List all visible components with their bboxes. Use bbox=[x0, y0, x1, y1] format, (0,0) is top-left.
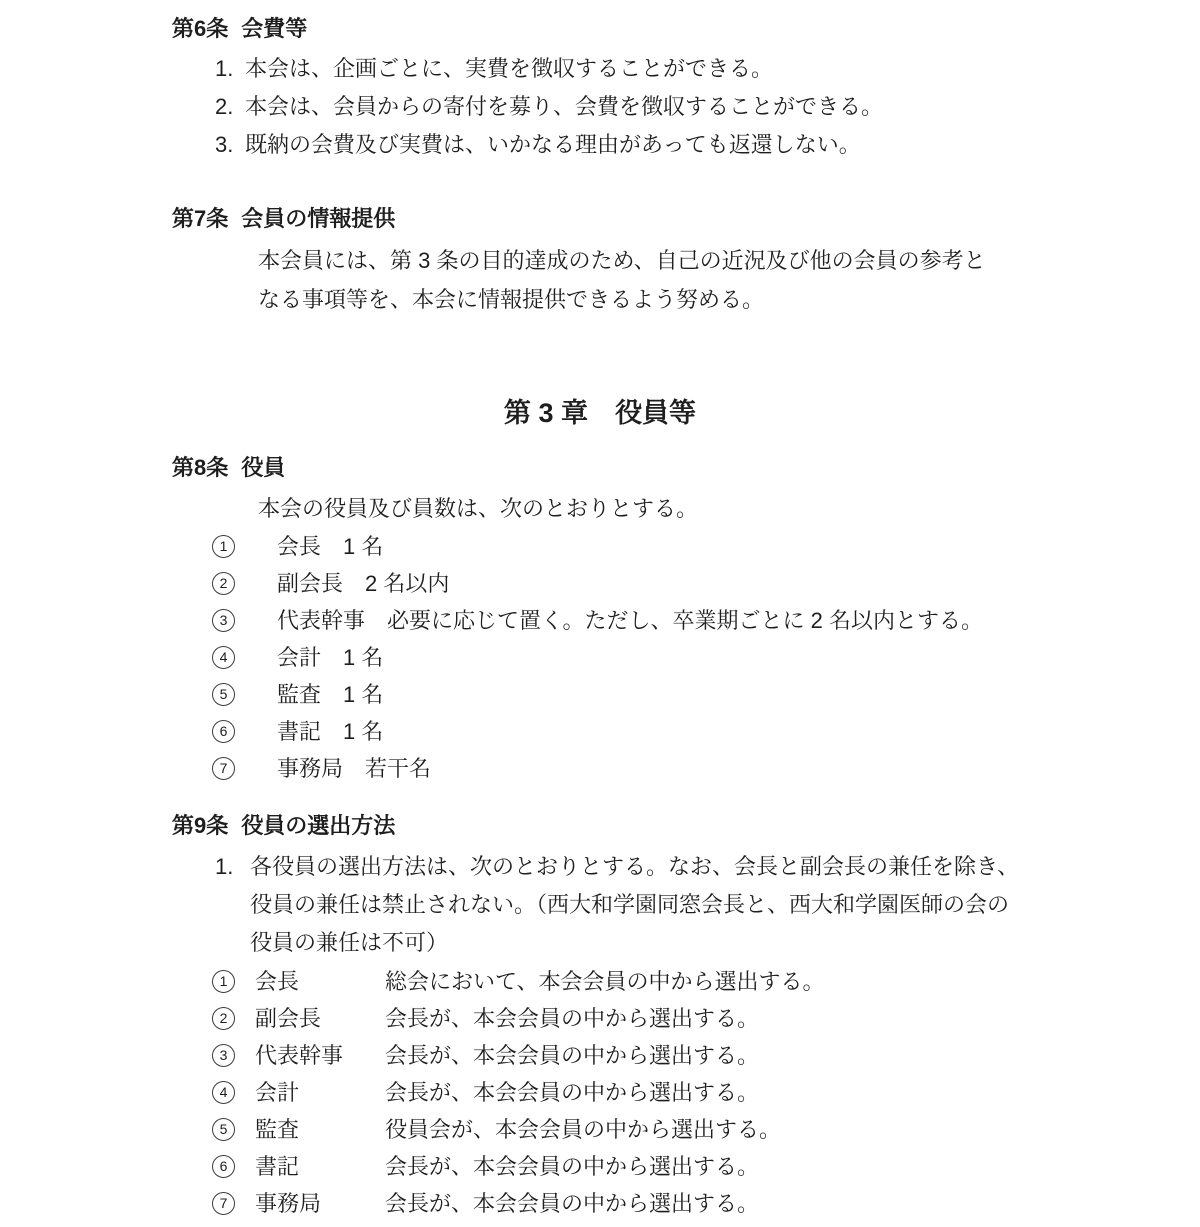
item-text: 副会長 2 名以内 bbox=[277, 571, 450, 596]
item-text: 代表幹事 必要に応じて置く。ただし、卒業期ごとに 2 名以内とする。 bbox=[277, 608, 984, 633]
circled-number: 1 bbox=[212, 535, 235, 558]
circled-number: 6 bbox=[212, 1155, 235, 1178]
circled-number: 3 bbox=[212, 609, 235, 632]
item-text: 事務局 若干名 bbox=[277, 756, 432, 781]
item-text: 会長 1 名 bbox=[277, 534, 384, 559]
article-6-items bbox=[0, 50, 1200, 164]
article-9-item bbox=[212, 1185, 1200, 1222]
article-7-heading bbox=[172, 204, 1200, 234]
article-9-section bbox=[0, 811, 1200, 1222]
role-label: 書記 bbox=[255, 1154, 300, 1179]
article-6-item bbox=[215, 50, 1200, 88]
article-6-heading bbox=[172, 14, 1200, 44]
article-8-item bbox=[212, 676, 1200, 713]
article-title: 役員の選出方法 bbox=[241, 813, 396, 838]
article-number: 第8条 bbox=[172, 455, 229, 480]
article-9-heading bbox=[172, 811, 1200, 841]
item-number: 1. bbox=[215, 56, 234, 81]
circled-number: 2 bbox=[212, 1007, 235, 1030]
article-title: 会費等 bbox=[241, 16, 308, 41]
item-text: 会計 1 名 bbox=[277, 645, 384, 670]
circled-number: 7 bbox=[212, 1192, 235, 1215]
article-8-item bbox=[212, 602, 1200, 639]
circled-number: 2 bbox=[212, 572, 235, 595]
item-text: 書記 1 名 bbox=[277, 719, 384, 744]
article-7-body-line: なる事項等を、本会に情報提供できるよう努める。 bbox=[258, 287, 765, 312]
item-text: 本会は、会員からの寄付を募り、会費を徴収することができる。 bbox=[245, 94, 884, 119]
role-label: 監査 bbox=[255, 1117, 300, 1142]
article-number: 第6条 bbox=[172, 16, 229, 41]
circled-number: 5 bbox=[212, 1118, 235, 1141]
circled-number: 1 bbox=[212, 970, 235, 993]
article-6-item bbox=[215, 88, 1200, 126]
article-9-item bbox=[212, 1111, 1200, 1148]
article-8-intro: 本会の役員及び員数は、次のとおりとする。 bbox=[258, 496, 699, 521]
article-8-heading bbox=[172, 453, 1200, 483]
article-9-item bbox=[212, 963, 1200, 1000]
role-label: 事務局 bbox=[255, 1191, 322, 1216]
article-9-items bbox=[0, 963, 1200, 1222]
circled-number: 4 bbox=[212, 646, 235, 669]
selection-method: 会長が、本会会員の中から選出する。 bbox=[385, 1080, 760, 1105]
role-label: 会計 bbox=[255, 1080, 300, 1105]
role-label: 副会長 bbox=[255, 1006, 322, 1031]
item-number: 2. bbox=[215, 94, 234, 119]
article-number: 第7条 bbox=[172, 206, 229, 231]
article-8-item bbox=[212, 565, 1200, 602]
selection-method: 会長が、本会会員の中から選出する。 bbox=[385, 1191, 760, 1216]
article-number: 第9条 bbox=[172, 813, 229, 838]
article-8-section bbox=[0, 453, 1200, 787]
article-9-item bbox=[212, 1148, 1200, 1185]
selection-method: 会長が、本会会員の中から選出する。 bbox=[385, 1006, 760, 1031]
circled-number: 5 bbox=[212, 683, 235, 706]
article-6-item bbox=[215, 126, 1200, 164]
circled-number: 6 bbox=[212, 720, 235, 743]
article-9-item bbox=[212, 1074, 1200, 1111]
item-text: 監査 1 名 bbox=[277, 682, 384, 707]
article-7-body-line: 本会員には、第 3 条の目的達成のため、自己の近況及び他の会員の参考と bbox=[258, 248, 986, 273]
role-label: 会長 bbox=[255, 969, 300, 994]
selection-method: 役員会が、本会会員の中から選出する。 bbox=[385, 1117, 782, 1142]
role-label: 代表幹事 bbox=[255, 1043, 344, 1068]
circled-number: 4 bbox=[212, 1081, 235, 1104]
article-7-section bbox=[0, 204, 1200, 319]
circled-number: 3 bbox=[212, 1044, 235, 1067]
item-text: 既納の会費及び実費は、いかなる理由があっても返還しない。 bbox=[245, 132, 861, 157]
article-9-item bbox=[212, 1037, 1200, 1074]
selection-method: 会長が、本会会員の中から選出する。 bbox=[385, 1043, 760, 1068]
clause-number: 1. bbox=[215, 854, 234, 879]
clause-line: 役員の兼任は禁止されない。（西大和学園同窓会長と、西大和学園医師の会の bbox=[250, 892, 1010, 917]
item-text: 本会は、企画ごとに、実費を徴収することができる。 bbox=[245, 56, 774, 81]
article-title: 会員の情報提供 bbox=[241, 206, 396, 231]
article-9-clause-1 bbox=[215, 848, 1200, 962]
article-8-item bbox=[212, 713, 1200, 750]
article-6-section bbox=[0, 14, 1200, 164]
clause-body bbox=[250, 848, 1019, 962]
article-8-item bbox=[212, 528, 1200, 565]
clause-line: 役員の兼任は不可） bbox=[250, 930, 449, 955]
article-8-item bbox=[212, 639, 1200, 676]
item-number: 3. bbox=[215, 132, 234, 157]
article-8-items bbox=[0, 528, 1200, 787]
article-9-item bbox=[212, 1000, 1200, 1037]
article-7-body bbox=[0, 241, 1200, 319]
article-8-item bbox=[212, 750, 1200, 787]
selection-method: 会長が、本会会員の中から選出する。 bbox=[385, 1154, 760, 1179]
chapter-3-heading: 第 3 章 役員等 bbox=[503, 398, 697, 428]
selection-method: 総会において、本会会員の中から選出する。 bbox=[385, 969, 825, 994]
circled-number: 7 bbox=[212, 757, 235, 780]
article-title: 役員 bbox=[241, 455, 286, 480]
clause-line: 各役員の選出方法は、次のとおりとする。なお、会長と副会長の兼任を除き、 bbox=[250, 854, 1020, 879]
